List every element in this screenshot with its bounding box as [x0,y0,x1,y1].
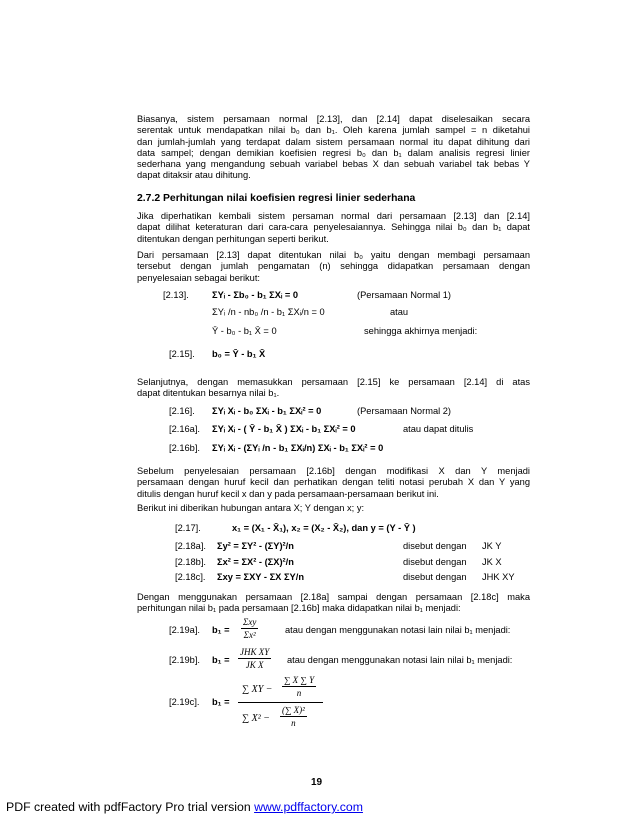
eq-219b-label: [2.19b]. [169,655,201,665]
text-line: serentak untuk mendapatkan nilai b₀ dan b₁. Oleh karena jumlah sampel = n diketahui [137,125,530,136]
eq-216b-label: [2.16b]. [169,443,201,453]
text-line: Biasanya, sistem persamaan normal [2.13], dan [2.14] dapat diselesaikan secara [137,114,530,124]
eq-216-note: (Persamaan Normal 2) [357,406,452,416]
eq-218b-label: [2.18b]. [175,557,207,567]
paragraph-2 [137,211,530,245]
eq-219a-numerator: Σxy [243,617,257,627]
text-line: Jika diperhatikan kembali sistem persaman normal dari persamaan [2.13] dan [2.14] [137,211,530,221]
eq-219a-lhs: b₁ = [212,625,230,635]
pdf-footer [6,800,363,814]
eq-219c-lhs: b₁ = [212,697,230,707]
text-line: dapat ditaksir atau dihitung. [137,170,251,181]
eq-219c-label: [2.19c]. [169,697,200,707]
eq-218a-name: disebut dengan [403,541,467,551]
eq-219b-lhs: b₁ = [212,655,230,665]
eq-217: x₁ = (X₁ - X̄₁), x₂ = (X₂ - X̄₂), dan y = (Y - Ȳ ) [232,523,416,533]
eq-219a-fraction [241,617,258,640]
eq-219c-bottom-numerator: (∑ X)² [282,705,305,715]
eq-219b-denominator: JK X [245,660,264,670]
eq-218c-name: disebut dengan [403,572,467,582]
eq-219b-fraction [238,647,271,670]
eq-215: b₀ = Ȳ - b₁ X̄ [212,349,266,359]
eq-216-label: [2.16]. [169,406,195,416]
text-line: ditentukan dengan perhitungan seperti berikut. [137,233,329,244]
text-line: tersebut dengan jumlah pengamatan (n) sehingga didapatkan persamaan dengan [137,261,530,272]
eq-219c-bottom-term: ∑ X² − [242,713,270,724]
text-line: Selanjutnya, dengan memasukkan persamaan [2.15] ke persamaan [2.14] di atas [137,377,530,387]
eq-213-line1-note: (Persamaan Normal 1) [357,290,452,300]
paragraph-4 [137,377,530,400]
text-line: Dengan menggunakan persamaan [2.18a] sampai dengan persamaan [2.18c] maka [137,592,530,602]
paragraph-6: Berikut ini diberikan hubungan antara X; Y dengan x; y: [137,503,365,513]
text-line: dan jumlah-jumlah yang terdapat dalam sistem persamaan normal itu dapat dihitung dari [137,136,530,147]
text-line: sederhana yang mengandung sebuah variabel bebas X dan sebuah variabel tak bebas Y [137,159,530,170]
section-heading: 2.7.2 Perhitungan nilai koefisien regresi linier sederhana [137,193,416,204]
eq-219a-note: atau dengan menggunakan notasi lain nilai b₁ menjadi: [285,625,511,635]
eq-219c-main-fraction-bar [238,702,323,703]
text-line: Sebelum penyelesaian persamaan [2.16b] dengan modifikasi X dan Y menjadi [137,466,530,476]
eq-216a-note: atau dapat ditulis [403,424,474,434]
paragraph-5 [137,466,530,500]
eq-219c-top-term: ∑ XY − [242,684,273,695]
eq-219c-top-denominator: n [296,688,302,698]
paragraph-3 [137,250,530,284]
eq-218b-value: JK X [482,557,502,567]
eq-213-line2-note: atau [390,307,409,317]
eq-213-line3-note: sehingga akhirnya menjadi: [364,326,478,336]
paragraph-7 [137,592,530,615]
eq-219a-denominator: Σx² [243,630,256,640]
eq-219c-top-fraction [282,675,316,698]
eq-218a-label: [2.18a]. [175,541,207,551]
eq-218a-formula: Σy² = ΣY² - (ΣY)²/n [217,541,294,551]
text-line: perhitungan nilai b₁ pada persamaan [2.16b] maka didapatkan nilai b₁ menjadi: [137,603,461,614]
text-line: ditulis dengan huruf kecil x dan y pada persamaan-persamaan berikut ini. [137,488,439,499]
eq-219c-top-numerator: ∑ X ∑ Y [284,675,315,685]
eq-213-line3: Ȳ - b₀ - b₁ X̄ = 0 [212,326,277,336]
eq-213-line2: ΣYᵢ /n - nb₀ /n - b₁ ΣXᵢ/n = 0 [212,307,325,317]
eq-218b-formula: Σx² = ΣX² - (ΣX)²/n [217,557,294,567]
eq-218c-formula: Σxy = ΣXY - ΣX ΣY/n [217,572,304,582]
eq-219b-numerator: JHK XY [240,647,270,657]
eq-218c-label: [2.18c]. [175,572,206,582]
eq-219c-bottom-fraction [280,705,307,728]
page-number: 19 [311,777,323,788]
eq-217-label: [2.17]. [175,523,201,533]
text-line: data sampel; dengan demikian koefisien regresi b₀ dan b₁ dalam analisis regresi linier [137,147,530,158]
text-line: persamaan dengan huruf kecil dan perhatikan dengan teliti notasi perubah X dan Y yang [137,477,530,488]
eq-216a: ΣYᵢ Xᵢ - ( Ȳ - b₁ X̄ ) ΣXᵢ - b₁ ΣXᵢ² = 0 [212,424,356,434]
eq-215-label: [2.15]. [169,349,195,359]
eq-216a-label: [2.16a]. [169,424,201,434]
text-line: penyelesaian sebagai berikut: [137,272,261,283]
text-line: dapat ditentukan besarnya nilai b₁. [137,388,280,399]
text-line: dapat dilihat keteraturan dari cara-cara penyelesaiannya. Sehingga nilai b₀ dan b₁ dapat [137,222,530,233]
footer-prefix: PDF created with pdfFactory Pro trial version [6,800,255,814]
eq-213-label: [2.13]. [163,290,189,300]
eq-216: ΣYᵢ Xᵢ - b₀ ΣXᵢ - b₁ ΣXᵢ² = 0 [212,406,322,416]
intro-paragraph [137,114,530,182]
eq-216b: ΣYᵢ Xᵢ - (ΣYᵢ /n - b₁ ΣXᵢ/n) ΣXᵢ - b₁ ΣXᵢ² = 0 [212,443,384,453]
pdffactory-link[interactable]: www.pdffactory.com [254,800,363,814]
text-line: Dari persamaan [2.13] dapat ditentukan nilai b₀ yaitu dengan membagi persamaan [137,250,530,260]
eq-219b-note: atau dengan menggunakan notasi lain nilai b₁ menjadi: [287,655,513,665]
eq-218b-name: disebut dengan [403,557,467,567]
eq-218a-value: JK Y [482,541,502,551]
eq-219c-bottom-denominator: n [291,718,296,728]
eq-219a-label: [2.19a]. [169,625,201,635]
eq-218c-value: JHK XY [482,572,515,582]
eq-213-line1: ΣYᵢ - Σb₀ - b₁ ΣXᵢ = 0 [212,290,299,300]
